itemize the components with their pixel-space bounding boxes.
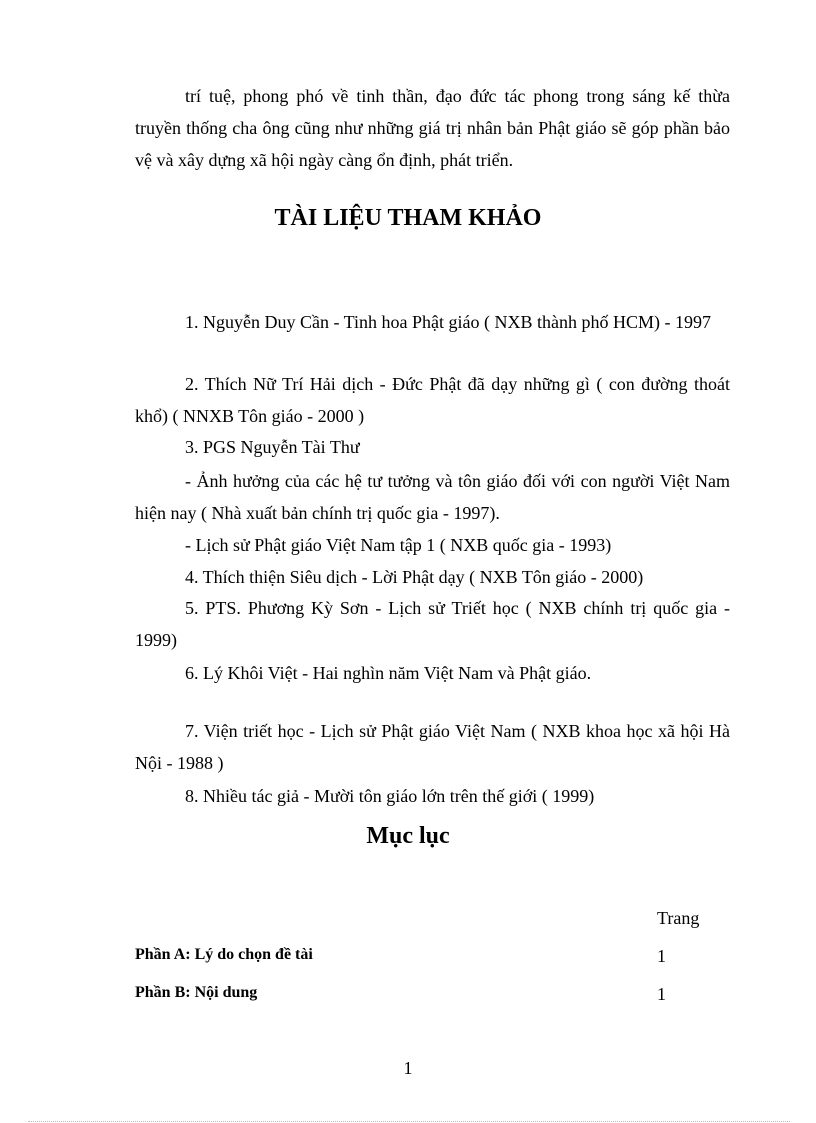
toc-title: Mục lục (366, 823, 450, 849)
reference-item-8: 8. Nhiều tác giả - Mười tôn giáo lớn trên thế giới ( 1999) (185, 786, 595, 806)
reference-item-7: 7. Viện triết học - Lịch sử Phật giáo Việt Nam ( NXB khoa học xã hội Hà Nội - 1988 ) (135, 721, 730, 773)
toc-row-label: Phần B: Nội dung (135, 984, 258, 1001)
toc-row-page: 1 (657, 946, 666, 966)
page-bottom-divider (28, 1121, 790, 1122)
page-number: 1 (403, 1058, 413, 1078)
reference-item-3b: - Lịch sử Phật giáo Việt Nam tập 1 ( NXB quốc gia - 1993) (185, 535, 612, 555)
intro-paragraph: trí tuệ, phong phó về tinh thần, đạo đức tác phong trong sáng kế thừa truyền thống cha ông cũng như những giá trị nhân bản Phật giáo sẽ góp phần bảo vệ và xây dựng xã hội ngày càng ổn định, phát triển. (135, 86, 730, 170)
reference-item-4: 4. Thích thiện Siêu dịch - Lời Phật dạy ( NXB Tôn giáo - 2000) (185, 567, 644, 587)
toc-row (135, 984, 730, 1008)
reference-item-2: 2. Thích Nữ Trí Hải dịch - Đức Phật đã dạy những gì ( con đường thoát khổ) ( NNXB Tôn giáo - 2000 ) (135, 374, 730, 426)
reference-item-1: 1. Nguyễn Duy Cần - Tinh hoa Phật giáo ( NXB thành phố HCM) - 1997 (185, 312, 711, 332)
toc-row (135, 946, 730, 970)
reference-item-3a: - Ảnh hưởng của các hệ tư tưởng và tôn giáo đối với con người Việt Nam hiện nay ( Nhà xuất bản chính trị quốc gia - 1997). (135, 471, 730, 523)
toc-page-header: Trang (657, 908, 700, 928)
references-title: TÀI LIỆU THAM KHẢO (274, 205, 542, 231)
toc-row-label: Phần A: Lý do chọn đề tài (135, 946, 313, 963)
toc-row-page: 1 (657, 984, 666, 1004)
reference-item-3: 3. PGS Nguyễn Tài Thư (185, 437, 360, 457)
reference-item-5: 5. PTS. Phương Kỳ Sơn - Lịch sử Triết học ( NXB chính trị quốc gia - 1999) (135, 598, 730, 650)
reference-item-6: 6. Lý Khôi Việt - Hai nghìn năm Việt Nam và Phật giáo. (185, 663, 592, 683)
